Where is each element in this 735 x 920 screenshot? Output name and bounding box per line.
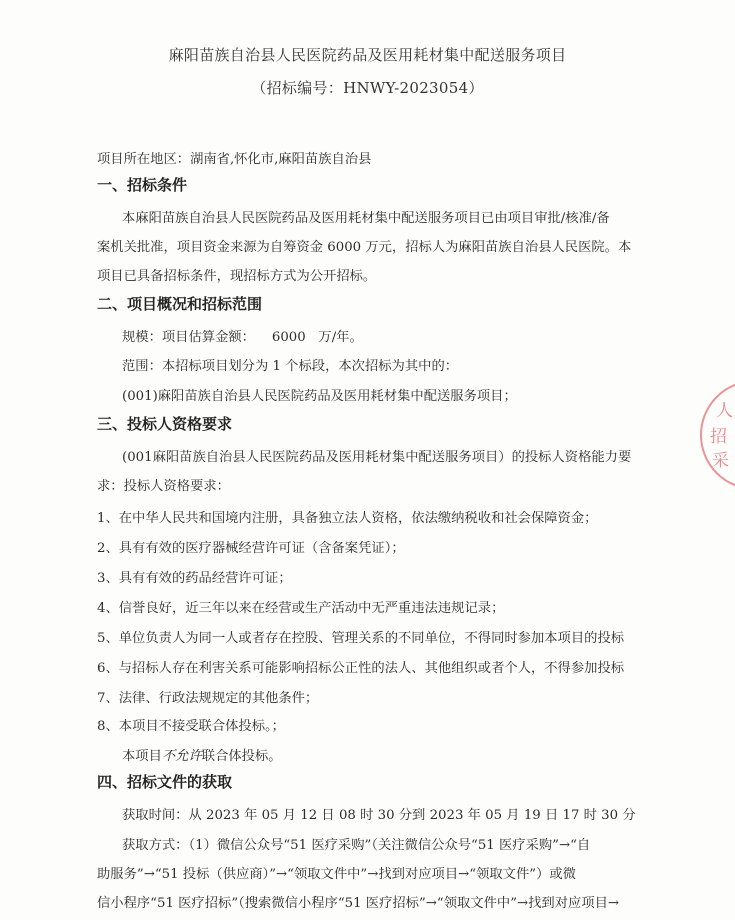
section-heading-overview: 二、项目概况和招标范围 — [97, 295, 263, 313]
requirement-item: 7、法律、行政法规规定的其他条件； — [97, 691, 319, 706]
seal-char: 采 — [712, 451, 729, 471]
paragraph-line: 本麻阳苗族自治县人民医院药品及医用耗材集中配送服务项目已由项目审批/核准/备 — [122, 211, 610, 226]
acquisition-method: 获取方式：（1）微信公众号“51 医疗采购”（关注微信公众号“51 医疗采购”→“自 — [122, 838, 591, 853]
requirement-item: 2、具有有效的医疗器械经营许可证（含备案凭证）； — [97, 541, 405, 556]
paragraph-line: 项目已具备招标条件，现招标方式为公开招标。 — [97, 269, 377, 284]
section-heading-qualifications: 三、投标人资格要求 — [97, 415, 233, 433]
project-location: 项目所在地区：湖南省,怀化市,麻阳苗族自治县 — [97, 152, 372, 167]
lot-line: (001)麻阳苗族自治县人民医院药品及医用耗材集中配送服务项目； — [122, 389, 517, 404]
requirement-item: 4、信誉良好，近三年以来在经营或生产活动中无严重违法违规记录； — [97, 601, 505, 616]
joint-bid-note-c: 联合体投标。 — [201, 749, 282, 764]
section-heading-documents: 四、招标文件的获取 — [97, 773, 233, 791]
requirement-item: 3、具有有效的药品经营许可证； — [97, 571, 292, 586]
scale-line: 规模：项目估算金额： 6000 万/年。 — [122, 330, 363, 345]
paragraph-line: (001麻阳苗族自治县人民医院药品及医用耗材集中配送服务项目）的投标人资格能力要 — [122, 450, 632, 465]
scope-line: 范围：本招标项目划分为 1 个标段，本次招标为其中的： — [122, 359, 459, 374]
acquisition-time: 获取时间：从 2023 年 05 月 12 日 08 时 30 分到 2023 年 05 月 19 日 17 时 30 分 — [122, 808, 636, 823]
document-title: 麻阳苗族自治县人民医院药品及医用耗材集中配送服务项目 — [168, 46, 567, 64]
bid-number: （招标编号：HNWY-2023054） — [251, 79, 484, 97]
paragraph-line: 求：投标人资格要求： — [97, 479, 230, 494]
section-heading-bid-conditions: 一、招标条件 — [97, 176, 188, 194]
acquisition-method: 信小程序“51 医疗招标”（搜索微信小程序“51 医疗招标”→“领取文件中”→找到对应项目→ — [97, 896, 620, 911]
paragraph-line: 案机关批准，项目资金来源为自筹资金 6000 万元，招标人为麻阳苗族自治县人民医院。本 — [97, 240, 632, 255]
joint-bid-note — [122, 745, 282, 764]
acquisition-method: 助服务”→“51 投标（供应商）”→“领取文件中”→找到对应项目→“领取文件”）或微 — [97, 867, 576, 882]
requirement-item: 1、在中华人民共和国境内注册，具备独立法人资格，依法缴纳税收和社会保障资金； — [97, 511, 598, 526]
red-seal-stamp — [700, 380, 735, 490]
requirement-item: 6、与招标人存在利害关系可能影响招标公正性的法人、其他组织或者个人，不得参加投标 — [97, 661, 625, 676]
requirement-item: 5、单位负责人为同一人或者存在控股、管理关系的不同单位，不得同时参加本项目的投标 — [97, 631, 625, 646]
seal-char: 招 — [710, 427, 727, 447]
requirement-item: 8、本项目不接受联合体投标。； — [97, 719, 285, 734]
joint-bid-note-a: 本项目 — [122, 749, 162, 764]
joint-bid-note-b: 不允许 — [161, 749, 202, 764]
seal-char: 人 — [716, 401, 733, 421]
